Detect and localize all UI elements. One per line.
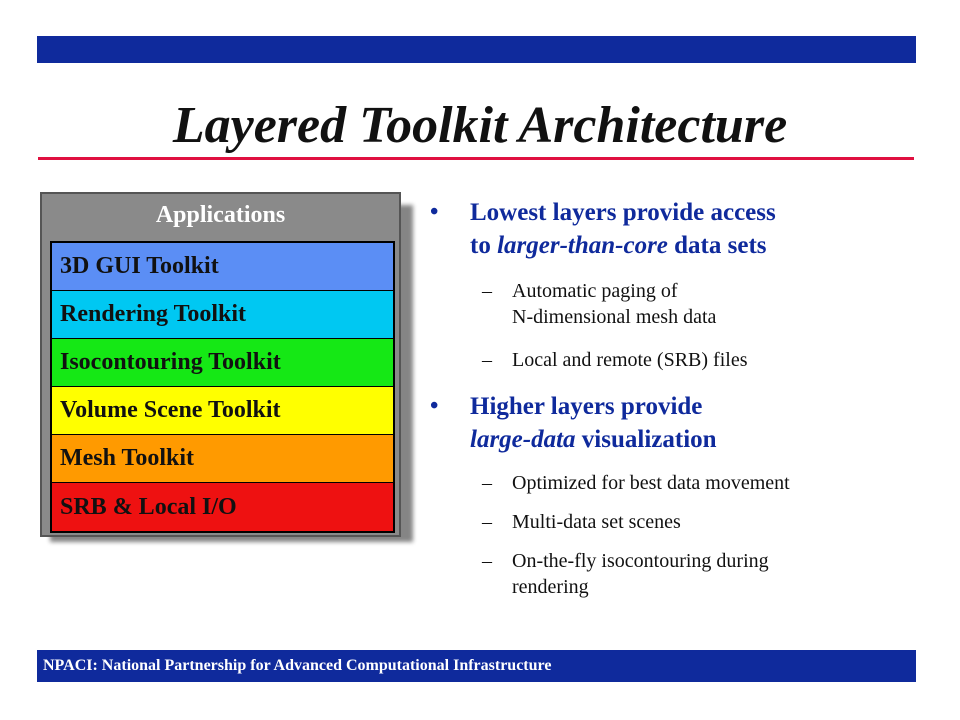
top-banner-bar: [37, 36, 916, 63]
layer-srb-local-io: SRB & Local I/O: [52, 483, 393, 531]
bullet-1-line-1: Lowest layers provide access: [470, 199, 776, 226]
layer-mesh-toolkit: Mesh Toolkit: [52, 435, 393, 483]
bullet-1-line-2: to larger-than-core data sets: [470, 232, 767, 259]
layer-rendering-toolkit: Rendering Toolkit: [52, 291, 393, 339]
bullet-2-emphasis: large-data: [470, 426, 576, 453]
applications-frame: [40, 192, 401, 537]
slide-title: Layered Toolkit Architecture: [172, 97, 788, 154]
bullet-1-emphasis: larger-than-core: [497, 232, 668, 259]
footer-banner: NPACI: National Partnership for Advanced Computational Infrastructure: [37, 650, 916, 682]
layer-3d-gui-toolkit: 3D GUI Toolkit: [52, 243, 393, 291]
layer-volume-scene-toolkit: Volume Scene Toolkit: [52, 387, 393, 435]
bullet-dot-icon: •: [430, 199, 439, 225]
applications-label: Applications: [155, 202, 286, 228]
layer-isocontouring-toolkit: Isocontouring Toolkit: [52, 339, 393, 387]
title-divider: [38, 157, 914, 160]
bullet-dot-icon: •: [430, 393, 439, 419]
toolkit-layer-stack: [50, 241, 395, 533]
bullet-2-line-2: large-data visualization: [470, 426, 717, 453]
bullet-2-line-1: Higher layers provide: [470, 393, 703, 420]
